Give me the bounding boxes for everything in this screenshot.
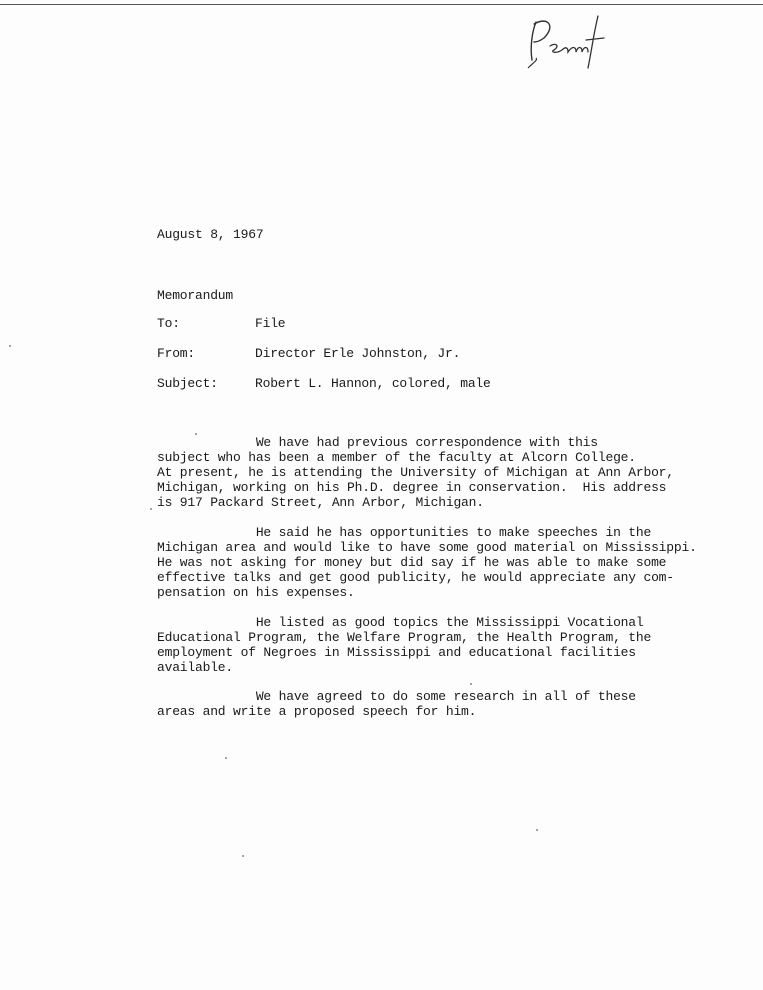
paragraph-line: Michigan area and would like to have some good material on Mississippi. [157, 540, 697, 555]
scan-speck [225, 757, 227, 759]
body-paragraph-1 [157, 435, 717, 510]
paragraph-line: available. [157, 660, 234, 675]
paragraph-line: is 917 Packard Street, Ann Arbor, Michigan. [157, 495, 484, 510]
paragraph-line: Educational Program, the Welfare Program, the Health Program, the [157, 630, 652, 645]
body-paragraph-4 [157, 689, 717, 719]
paragraph-line: We have agreed to do some research in all of these [157, 689, 636, 704]
from-value: Director Erle Johnston, Jr. [255, 346, 461, 361]
paragraph-line: At present, he is attending the University of Michigan at Ann Arbor, [157, 465, 674, 480]
scan-speck [242, 855, 244, 857]
subject-label: Subject: [157, 376, 218, 391]
scan-speck [195, 433, 197, 435]
to-label: To: [157, 316, 180, 331]
paragraph-line: He was not asking for money but did say if he was able to make some [157, 555, 667, 570]
scan-speck [150, 508, 152, 510]
handwritten-annotation [520, 12, 630, 82]
paragraph-line: pensation on his expenses. [157, 585, 355, 600]
memo-heading: Memorandum [157, 288, 234, 303]
scan-speck [470, 683, 472, 685]
body-paragraph-2 [157, 525, 717, 600]
top-edge-rule [0, 4, 763, 5]
paragraph-line: Michigan, working on his Ph.D. degree in conservation. His address [157, 480, 667, 495]
subject-value: Robert L. Hannon, colored, male [255, 376, 491, 391]
scan-speck [536, 829, 538, 831]
body-paragraph-3 [157, 615, 717, 675]
memo-date: August 8, 1967 [157, 227, 264, 242]
to-value: File [255, 316, 286, 331]
paragraph-line: He said he has opportunities to make speeches in the [157, 525, 652, 540]
from-label: From: [157, 346, 196, 361]
paragraph-line: We have had previous correspondence with this [157, 435, 598, 450]
paragraph-line: areas and write a proposed speech for him. [157, 704, 477, 719]
scan-speck [9, 345, 11, 347]
paragraph-line: He listed as good topics the Mississippi Vocational [157, 615, 644, 630]
paragraph-line: subject who has been a member of the faculty at Alcorn College. [157, 450, 636, 465]
paragraph-line: employment of Negroes in Mississippi and educational facilities [157, 645, 636, 660]
paragraph-line: effective talks and get good publicity, he would appreciate any com- [157, 570, 674, 585]
